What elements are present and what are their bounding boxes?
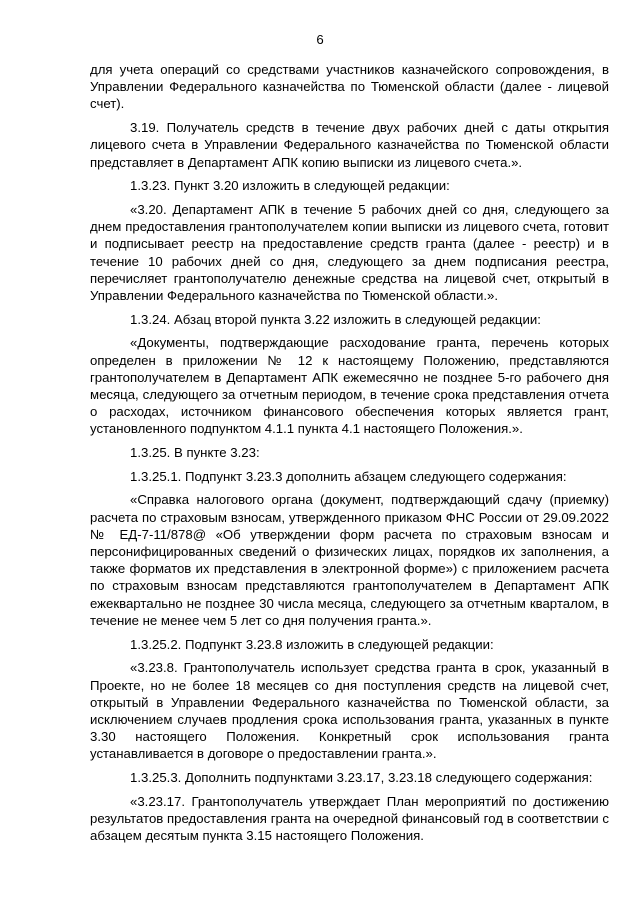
paragraph-1-3-24: 1.3.24. Абзац второй пункта 3.22 изложить в следующей редакции: — [130, 311, 541, 327]
paragraph-continuation-lead: для учета операций со средствами участников казначейского сопровождения, в Управлении Федерального казначейства по Тюменской области (далее - лицевой счет). — [90, 62, 609, 112]
paragraph-1-3-23: 1.3.23. Пункт 3.20 изложить в следующей редакции: — [130, 178, 450, 194]
paragraph-1-3-25-3: 1.3.25.3. Дополнить подпунктами 3.23.17, 3.23.18 следующего содержания: — [130, 770, 593, 786]
paragraph-documents-spending: «Документы, подтверждающие расходование гранта, перечень которых определен в приложении № 12 к настоящему Положению, представляются грантополучателем в Департамент АПК ежемесячно не позднее 5-го рабочего дня месяца, следующего за отчетным периодом, в течение срока представления отчета о расходах, источником финансового обеспечения которых является грант, установленного подпунктом 4.1.1 пункта 4.1 настоящего Положения.». — [90, 335, 609, 437]
paragraph-1-3-25: 1.3.25. В пункте 3.23: — [130, 445, 260, 461]
paragraph-1-3-25-1: 1.3.25.1. Подпункт 3.23.3 дополнить абзацем следующего содержания: — [130, 468, 567, 484]
paragraph-3-23-17: «3.23.17. Грантополучатель утверждает План мероприятий по достижению результатов предоставления гранта на очередной финансовый год в соответствии с абзацем десятым пункта 3.15 настоящего Положения. — [90, 793, 609, 844]
paragraph-3-20: «3.20. Департамент АПК в течение 5 рабочих дней со дня, следующего за днем предоставления грантополучателем копии выписки из лицевого счета, готовит и подписывает реестр на предоставление средств гранта (далее - реестр) и в течение 10 рабочих дней со дня, следующего за днем подписания реестра, перечисляет грантополучателю денежные средства на лицевой счет, открытый в Управлении Федерального казначейства по Тюменской области.». — [90, 201, 609, 303]
page-number: 6 — [316, 32, 324, 47]
paragraph-3-23-8: «3.23.8. Грантополучатель использует средства гранта в срок, указанный в Проекте, но не более 18 месяцев со дня поступления средств на лицевой счет, открытый в Управлении Федерального казначейства по Тюменской области, за исключением случаев продления срока использования гранта, указанных в пункте 3.30 настоящего Положения. Конкретный срок использования гранта устанавливается в договоре о предоставлении гранта.». — [90, 660, 609, 762]
document-body — [90, 61, 609, 851]
paragraph-1-3-25-2: 1.3.25.2. Подпункт 3.23.8 изложить в следующей редакции: — [130, 636, 494, 652]
paragraph-tax-certificate: «Справка налогового органа (документ, подтверждающий сдачу (приемку) расчета по страховым взносам, утвержденного приказом ФНС России от 29.09.2022 № ЕД-7-11/878@ «Об утверждении форм расчета по страховым взносам и персонифицированных сведений о физических лицах, порядков их заполнения, а также форматов их представления в электронной форме») с приложением расчета по страховым взносам представляются грантополучателем в Департамент АПК ежеквартально не позднее 30 числа месяца, следующего за отчетным кварталом, в течение не менее чем 5 лет со дня получения гранта.». — [90, 492, 609, 628]
paragraph-3-19: 3.19. Получатель средств в течение двух рабочих дней с даты открытия лицевого счета в Управлении Федерального казначейства по Тюменской области представляет в Департамент АПК копию выписки из лицевого счета.». — [90, 120, 609, 170]
